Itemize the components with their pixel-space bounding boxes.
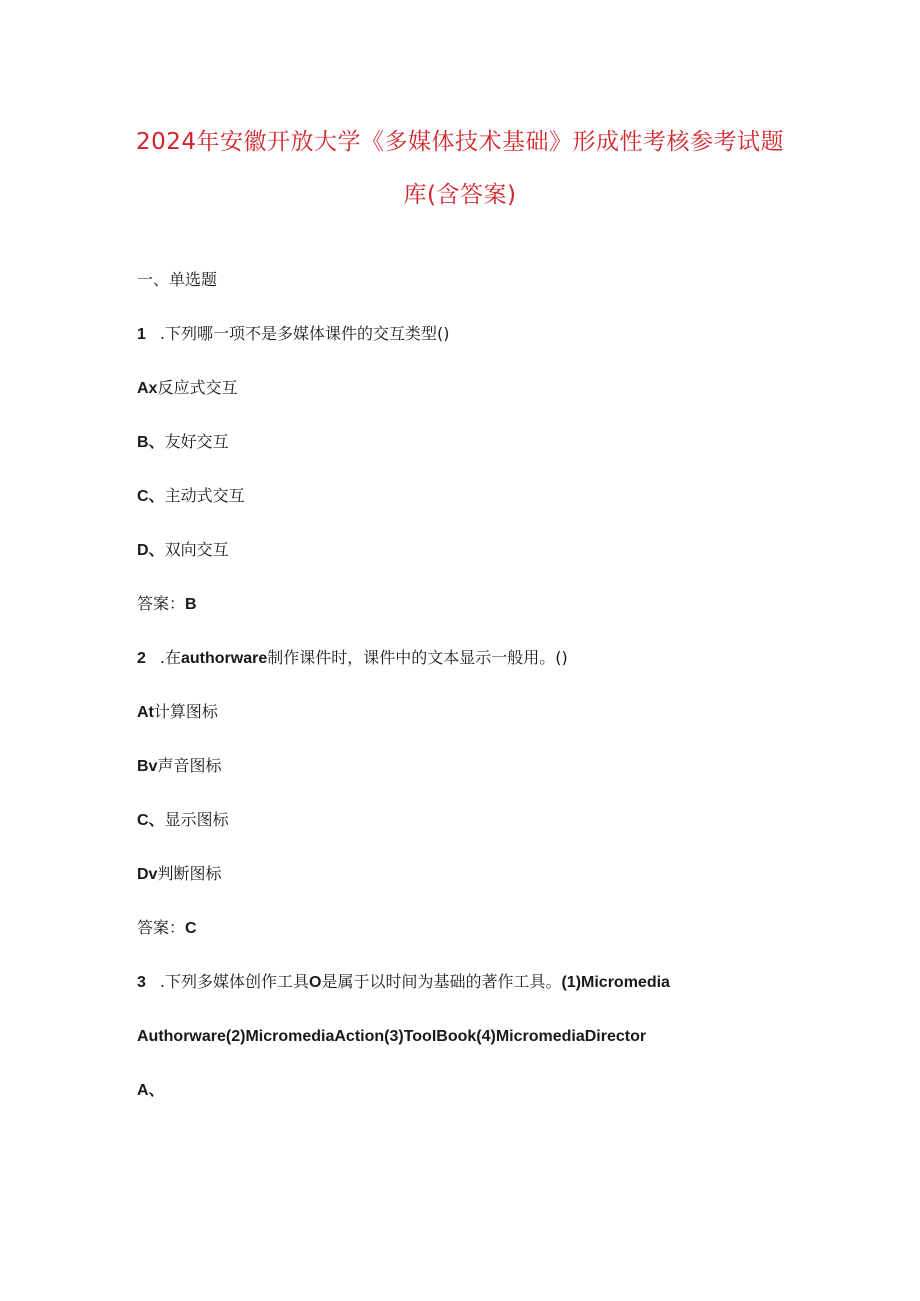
question-1-option-a bbox=[137, 378, 237, 399]
question-3-stem-line-2 bbox=[137, 1026, 646, 1047]
question-3-number: 3 bbox=[137, 974, 146, 991]
question-2-option-a bbox=[137, 702, 218, 723]
answer-value: B bbox=[185, 596, 197, 613]
option-text: 反应式交互 bbox=[157, 378, 238, 397]
section-heading: 一、单选题 bbox=[137, 270, 218, 289]
answer-label: 答案： bbox=[137, 594, 186, 613]
option-text: 计算图标 bbox=[153, 702, 218, 721]
option-letter: At bbox=[137, 704, 154, 721]
question-2-number: 2 bbox=[137, 650, 146, 667]
option-letter: C、 bbox=[137, 812, 165, 829]
question-3-stem bbox=[137, 972, 670, 993]
option-letter: Ax bbox=[137, 380, 158, 397]
question-1-option-c bbox=[137, 486, 245, 507]
question-1-option-d bbox=[137, 540, 229, 561]
answer-label: 答案： bbox=[137, 918, 186, 937]
option-text: 判断图标 bbox=[157, 864, 222, 883]
question-3-option-a bbox=[137, 1080, 165, 1101]
question-2-answer bbox=[137, 918, 197, 939]
option-letter: B、 bbox=[137, 434, 165, 451]
question-2-text-suffix: 制作课件时，课件中的文本显示一般用。() bbox=[267, 648, 568, 667]
question-1-option-b bbox=[137, 432, 229, 453]
option-text: 显示图标 bbox=[164, 810, 229, 829]
option-text: 声音图标 bbox=[157, 756, 222, 775]
option-text: 双向交互 bbox=[164, 540, 229, 559]
option-letter: C、 bbox=[137, 488, 165, 505]
question-1-answer bbox=[137, 594, 197, 615]
question-2-stem bbox=[137, 648, 568, 669]
answer-value: C bbox=[185, 920, 197, 937]
question-3-text-o: O bbox=[309, 974, 322, 991]
option-letter: D、 bbox=[137, 542, 165, 559]
question-3-text-mid: 是属于以时间为基础的著作工具。 bbox=[321, 972, 562, 991]
option-text: 主动式交互 bbox=[164, 486, 245, 505]
question-2-text-keyword: authorware bbox=[181, 650, 268, 667]
document-title-line-2: 库(含答案) bbox=[403, 182, 517, 208]
question-2-option-b bbox=[137, 756, 221, 777]
option-letter: Bv bbox=[137, 758, 158, 775]
option-letter: Dv bbox=[137, 866, 158, 883]
question-3-text-tail: (1)Micromedia bbox=[561, 974, 670, 991]
question-2-text-prefix: .在 bbox=[159, 648, 181, 667]
question-2-option-c bbox=[137, 810, 229, 831]
question-1-number: 1 bbox=[137, 326, 146, 343]
option-text: 友好交互 bbox=[164, 432, 229, 451]
question-1-stem bbox=[137, 324, 449, 345]
document-title-line-1: 2024年安徽开放大学《多媒体技术基础》形成性考核参考试题 bbox=[135, 129, 785, 155]
question-1-text: .下列哪一项不是多媒体课件的交互类型() bbox=[159, 324, 450, 343]
question-3-text-line-2: Authorware(2)MicromediaAction(3)TooIBook(4)MicromediaDirector bbox=[137, 1028, 647, 1045]
question-2-option-d bbox=[137, 864, 221, 885]
question-3-text-prefix: .下列多媒体创作工具 bbox=[159, 972, 309, 991]
option-letter: A、 bbox=[137, 1082, 165, 1099]
